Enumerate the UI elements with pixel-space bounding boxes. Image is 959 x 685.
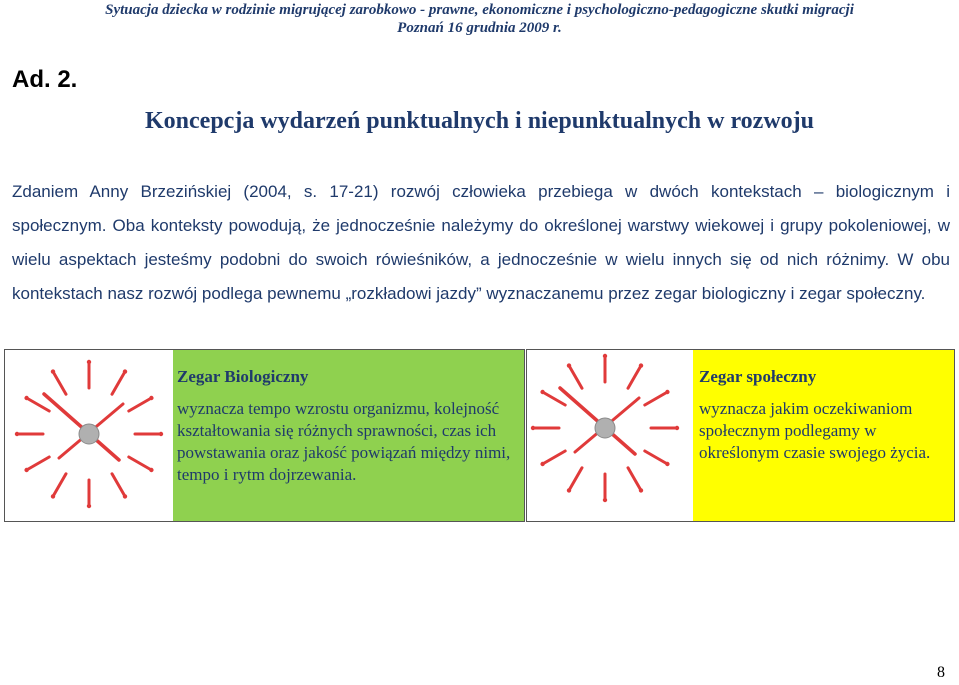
biological-clock-panel	[4, 349, 525, 522]
clock-tick	[569, 468, 582, 491]
social-clock-heading: Zegar społeczny	[699, 367, 817, 386]
clock-tick	[27, 398, 50, 411]
clock-image	[527, 350, 693, 521]
biological-clock-body: wyznacza tempo wzrostu organizmu, kolejność kształtowania się różnych sprawności, czas ich powstawania oraz jakość powiązań między nimi, tempo i rytm dojrzewania.	[177, 399, 511, 484]
clock-image	[5, 350, 173, 521]
clock-tick-tip	[567, 363, 571, 367]
clock-tick	[112, 372, 125, 395]
paragraph-line: społecznym. Oba konteksty powodują, że jednocześnie należymy do określonej warstwy wiekowej i grupy pokoleniowej, w	[12, 216, 950, 235]
clock-tick-tip	[123, 369, 127, 373]
clock-tick	[543, 451, 566, 464]
clock-tick	[129, 398, 152, 411]
biological-clock-text	[177, 366, 522, 486]
clock-hub	[595, 418, 615, 438]
header-date: Poznań 16 grudnia 2009 r.	[397, 20, 562, 36]
clock-tick	[628, 468, 641, 491]
header-title: Sytuacja dziecka w rodzinie migrującej zarobkowo - prawne, ekonomiczne i psychologiczno-pedagogiczne skutki migracji	[105, 2, 854, 18]
clock-tick	[53, 372, 66, 395]
social-clock-body: wyznacza jakim oczekiwaniom społecznym podlegamy w określonym czasie swojego życia.	[699, 399, 931, 462]
clock-tick-tip	[87, 360, 91, 364]
clock-tick-tip	[603, 498, 607, 502]
paragraph-line: kontekstach nasz rozwój podlega pewnemu „rozkładowi jazdy” wyznaczanemu przez zegar biologiczny i zegar społeczny.	[12, 284, 926, 303]
clock-tick	[129, 457, 152, 470]
clock-tick-tip	[24, 396, 28, 400]
biological-clock-heading: Zegar Biologiczny	[177, 367, 309, 386]
clock-tick	[112, 474, 125, 497]
paragraph-line: Zdaniem Anny Brzezińskiej (2004, s. 17-21) rozwój człowieka przebiega w dwóch kontekstach – biologicznym i	[12, 182, 950, 201]
clock-tick-tip	[665, 390, 669, 394]
clock-tick-tip	[15, 432, 19, 436]
clock-tick-tip	[540, 462, 544, 466]
clock-tick-tip	[159, 432, 163, 436]
clock-tick-tip	[149, 396, 153, 400]
clock-tick-tip	[665, 462, 669, 466]
clock-tick-tip	[531, 426, 535, 430]
clock-tick	[645, 392, 668, 405]
clock-tick-tip	[51, 494, 55, 498]
clock-tick	[569, 366, 582, 389]
clock-tick-tip	[639, 488, 643, 492]
clock-tick-tip	[639, 363, 643, 367]
clock-tick-tip	[603, 354, 607, 358]
clock-icon	[5, 350, 173, 521]
clock-tick-tip	[675, 426, 679, 430]
clock-tick-tip	[149, 468, 153, 472]
clock-tick	[53, 474, 66, 497]
page-title: Koncepcja wydarzeń punktualnych i niepunktualnych w rozwoju	[145, 108, 814, 134]
clock-tick	[543, 392, 566, 405]
clock-tick	[628, 366, 641, 389]
clock-tick	[645, 451, 668, 464]
page-number: 8	[937, 664, 945, 681]
clock-tick-tip	[87, 504, 91, 508]
clock-tick-tip	[123, 494, 127, 498]
section-number: Ad. 2.	[12, 66, 78, 93]
clock-hub	[79, 424, 99, 444]
clock-tick	[27, 457, 50, 470]
clock-tick-tip	[51, 369, 55, 373]
social-clock-panel	[526, 349, 955, 522]
clock-icon	[527, 350, 693, 521]
clock-tick-tip	[540, 390, 544, 394]
clock-tick-tip	[24, 468, 28, 472]
clock-tick-tip	[567, 488, 571, 492]
social-clock-text	[699, 366, 949, 464]
paragraph-line: wielu aspektach jesteśmy podobni do swoich rówieśników, a jednocześnie w wielu innych się od nich różnimy. W obu	[12, 250, 950, 269]
